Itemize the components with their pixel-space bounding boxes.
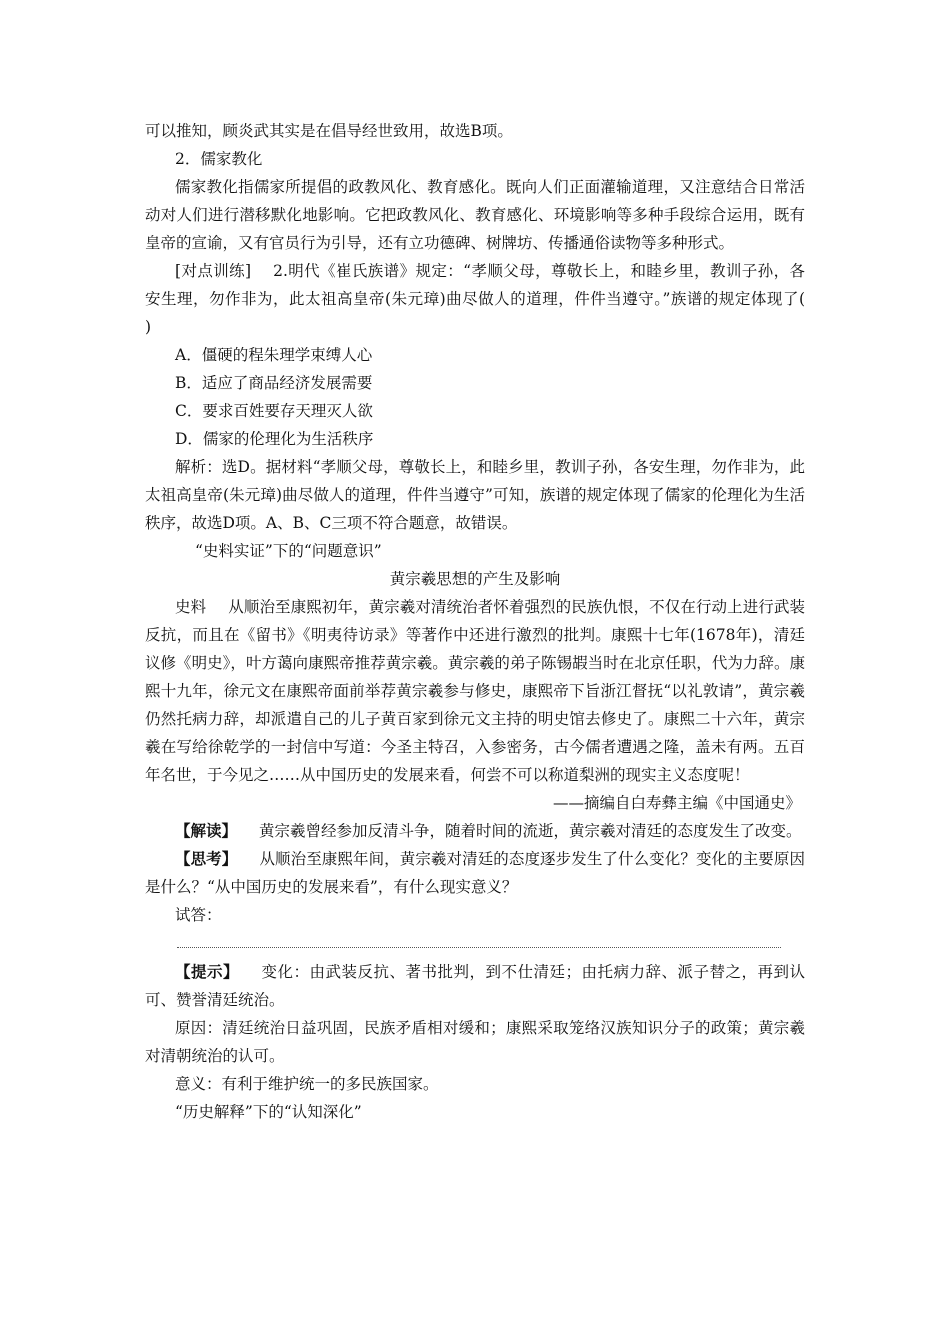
hint-reason: 原因：清廷统治日益巩固，民族矛盾相对缓和；康熙采取笼络汉族知识分子的政策；黄宗羲对清朝统治的认可。 <box>145 1019 805 1065</box>
question-stem <box>145 257 837 341</box>
section-heading-interpretation: “历史解释”下的“认知深化” <box>175 1103 362 1121</box>
question-text: 2.明代《崔氏族谱》规定：“孝顺父母，尊敬长上，和睦乡里，教训子孙，各安生理，勿作非为，此太祖高皇帝(朱元璋)曲尽做人的道理，件件当遵守。”族谱的规定体现了( ) <box>145 262 837 336</box>
thinking-question <box>145 845 805 901</box>
material-text: 从顺治至康熙初年，黄宗羲对清统治者怀着强烈的民族仇恨，不仅在行动上进行武装反抗，而且在《留书》《明夷待访录》等著作中还进行激烈的批判。康熙十七年(1678年)，清廷议修《明史》，叶方蔼向康熙帝推荐黄宗羲。黄宗羲的弟子陈锡嘏当时在北京任职，代为力辞。康熙十九年，徐元文在康熙帝面前举荐黄宗羲参与修史，康熙帝下旨浙江督抚“以礼敦请”，黄宗羲仍然托病力辞，却派遣自己的儿子黄百家到徐元文主持的明史馆去修史了。康熙二十六年，黄宗羲在写给徐乾学的一封信中写道：今圣主特召，入参密务，古今儒者遭遇之隆，盖未有两。五百年名世，于今见之……从中国历史的发展来看，何尝不可以称道梨洲的现实主义态度呢！ <box>145 598 805 784</box>
material-citation: ——摘编自白寿彝主编《中国通史》 <box>552 794 801 812</box>
thinking-text: 从顺治至康熙年间，黄宗羲对清廷的态度逐步发生了什么变化？变化的主要原因是什么？“从中国历史的发展来看”，有什么现实意义？ <box>145 850 805 896</box>
thinking-tag: 【思考】 <box>175 849 238 868</box>
answer-analysis: 解析：选D。据材料“孝顺父母，尊敬长上，和睦乡里，教训子孙，各安生理，勿作非为，此太祖高皇帝(朱元璋)曲尽做人的道理，件件当遵守”可知，族谱的规定体现了儒家的伦理化为生活秩序，故选D项。A、B、C三项不符合题意，故错误。 <box>145 458 805 532</box>
section-heading-evidence <box>145 537 805 565</box>
choice-a: A．僵硬的程朱理学束缚人心 <box>175 346 373 364</box>
paragraph-confucian-education: 儒家教化指儒家所提倡的政教风化、教育感化。既向人们正面灌输道理，又注意结合日常活动对人们进行潜移默化地影响。它把政教风化、教育感化、环境影响等多种手段综合运用，既有皇帝的宣谕，又有官员行为引导，还有立功德碑、树牌坊、传播通俗读物等多种形式。 <box>145 178 805 252</box>
interpretation <box>145 817 805 845</box>
interpretation-tag: 【解读】 <box>175 821 238 840</box>
hint-text: 变化：由武装反抗、著书批判，到不仕清廷；由托病力辞、派子替之，再到认可、赞誉清廷统治。 <box>145 963 805 1009</box>
material-title: 黄宗羲思想的产生及影响 <box>389 570 561 588</box>
answer-line <box>177 947 781 948</box>
hint <box>145 958 805 1014</box>
paragraph-conclusion: 可以推知，顾炎武其实是在倡导经世致用，故选B项。 <box>145 122 513 140</box>
interpretation-text: 黄宗羲曾经参加反清斗争，随着时间的流逝，黄宗羲对清廷的态度发生了改变。 <box>259 822 802 840</box>
material-tag: 史料 <box>175 598 207 616</box>
historical-material <box>145 593 805 789</box>
hint-tag: 【提示】 <box>175 962 239 981</box>
choice-d: D．儒家的伦理化为生活秩序 <box>175 430 374 448</box>
practice-tag: [对点训练] <box>175 262 252 280</box>
choice-c: C．要求百姓要存天理灭人欲 <box>175 402 373 420</box>
hint-meaning: 意义：有利于维护统一的多民族国家。 <box>175 1075 439 1093</box>
subheading-confucian-education: 2．儒家教化 <box>175 150 263 168</box>
document-page <box>145 117 837 1126</box>
choice-b: B．适应了商品经济发展需要 <box>175 374 373 392</box>
section-heading-evidence-text: “史料实证”下的“问题意识” <box>195 542 382 560</box>
try-answer-label: 试答： <box>175 906 222 924</box>
